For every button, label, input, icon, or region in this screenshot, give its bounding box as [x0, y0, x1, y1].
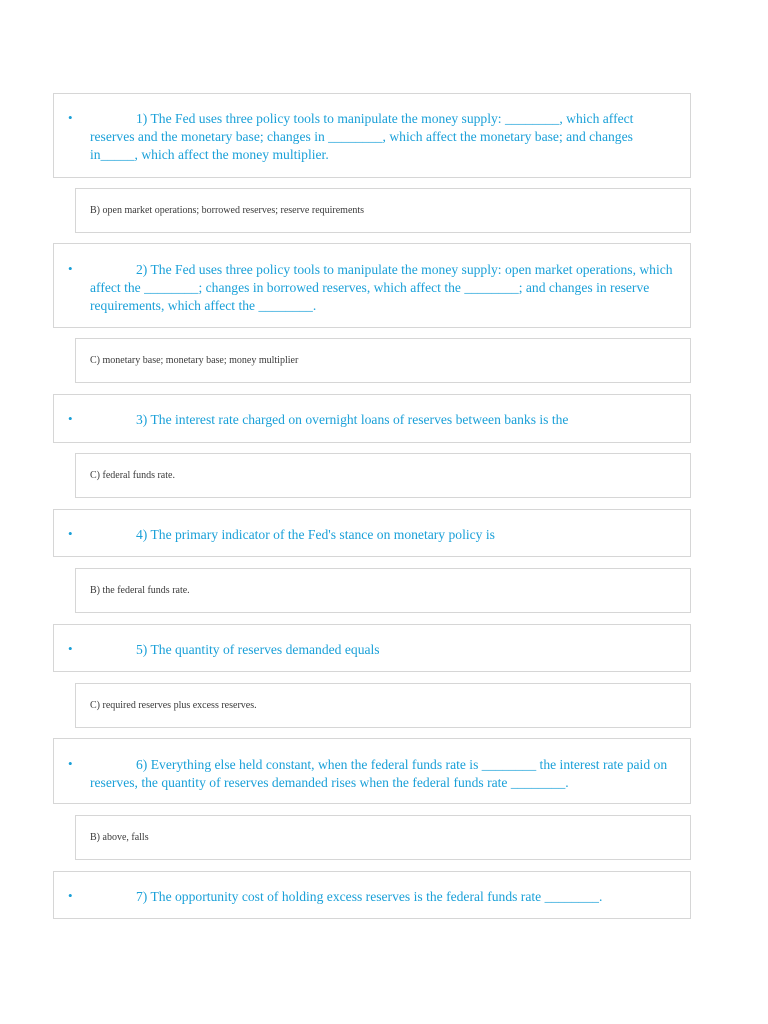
answer-box-6 [75, 815, 691, 860]
bullet-icon: • [68, 110, 73, 125]
question-text-6: 6) Everything else held constant, when the federal funds rate is ________ the interest rate paid on reserves, the quantity of reserves demanded rises when the federal funds rate ________. [90, 757, 668, 790]
answer-text-3: C) federal funds rate. [90, 470, 175, 481]
bullet-icon: • [68, 526, 73, 541]
question-box-3 [53, 394, 691, 443]
question-box-5 [53, 624, 691, 672]
question-text-7: 7) The opportunity cost of holding excess reserves is the federal funds rate ________. [136, 889, 603, 904]
question-box-2 [53, 243, 691, 328]
question-box-7 [53, 871, 691, 919]
answer-box-3 [75, 453, 691, 498]
answer-box-5 [75, 683, 691, 728]
question-text-5: 5) The quantity of reserves demanded equals [136, 642, 380, 657]
bullet-icon: • [68, 641, 73, 656]
question-text-2: 2) The Fed uses three policy tools to manipulate the money supply: open market operations, which affect the ________; changes in borrowed reserves, which affect the ________; and changes in reserve requirements, which affect the ________. [90, 262, 673, 313]
question-text-3: 3) The interest rate charged on overnight loans of reserves between banks is the [136, 412, 569, 427]
question-text-4: 4) The primary indicator of the Fed's stance on monetary policy is [136, 527, 495, 542]
answer-text-5: C) required reserves plus excess reserves. [90, 700, 257, 711]
question-text-1: 1) The Fed uses three policy tools to manipulate the money supply: ________, which affect reserves and the monetary base; changes in ________, which affect the monetary base; and changes in_____, which affect the money multiplier. [90, 111, 634, 162]
answer-text-6: B) above, falls [90, 832, 149, 843]
answer-text-4: B) the federal funds rate. [90, 585, 190, 596]
answer-box-2 [75, 338, 691, 383]
question-box-6 [53, 738, 691, 804]
answer-text-2: C) monetary base; monetary base; money multiplier [90, 355, 299, 366]
question-box-1 [53, 93, 691, 178]
answer-text-1: B) open market operations; borrowed reserves; reserve requirements [90, 205, 365, 216]
bullet-icon: • [68, 261, 73, 276]
bullet-icon: • [68, 756, 73, 771]
bullet-icon: • [68, 888, 73, 903]
question-box-4 [53, 509, 691, 557]
answer-box-4 [75, 568, 691, 613]
answer-box-1 [75, 188, 691, 233]
bullet-icon: • [68, 411, 73, 426]
